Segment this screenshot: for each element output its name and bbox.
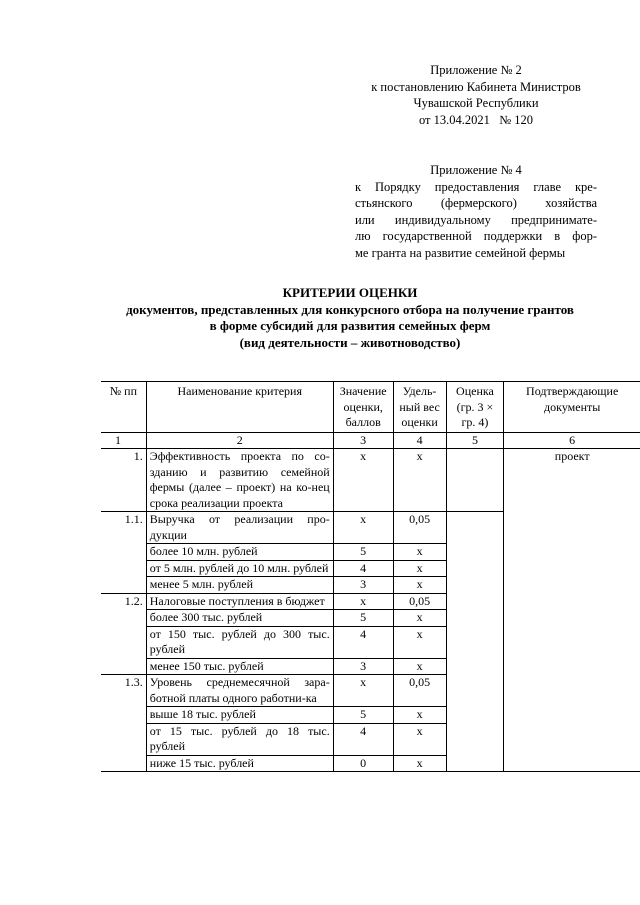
appendix-4-title: Приложение № 4: [430, 163, 522, 177]
table-row: [101, 658, 640, 675]
criterion-score: 4: [333, 723, 393, 755]
criterion-docs: [504, 723, 640, 755]
heading-title: КРИТЕРИИ ОЦЕНКИ: [282, 285, 418, 300]
criterion-weight: х: [393, 560, 446, 577]
appendix-4-line: стьянского (фермерского) хозяйства: [355, 196, 597, 210]
criterion-name: ниже 15 тыс. рублей: [146, 755, 333, 772]
criterion-rating: [446, 449, 504, 512]
criterion-rating: [446, 675, 504, 707]
criteria-table: [101, 381, 640, 772]
criterion-docs: [504, 577, 640, 594]
criterion-rating: [446, 512, 504, 544]
table-row: [101, 577, 640, 594]
header-rating: Оценка (гр. 3 × гр. 4): [446, 382, 504, 433]
criterion-weight: х: [393, 707, 446, 724]
column-number-row: [101, 432, 640, 449]
table-row: [101, 512, 640, 544]
criterion-weight: х: [393, 610, 446, 627]
criterion-weight: 0,05: [393, 675, 446, 707]
row-number: [101, 560, 146, 577]
appendix-2-title: Приложение № 2: [430, 63, 522, 77]
criterion-score: х: [333, 449, 393, 512]
table-row: [101, 626, 640, 658]
row-number: [101, 626, 146, 658]
criterion-score: 5: [333, 610, 393, 627]
criterion-docs: [504, 512, 640, 544]
table-row: [101, 723, 640, 755]
header-docs: Подтверждающие документы: [504, 382, 640, 433]
heading-subtitle: документов, представленных для конкурсного отбора на получение грантов: [126, 301, 574, 317]
row-number: [101, 577, 146, 594]
table-header-row: [101, 382, 640, 433]
criterion-score: 0: [333, 755, 393, 772]
row-number: 1.: [101, 449, 146, 512]
table-body: [101, 449, 640, 772]
criterion-name: выше 18 тыс. рублей: [146, 707, 333, 724]
criterion-docs: [504, 707, 640, 724]
criterion-docs: [504, 626, 640, 658]
heading-subtitle: (вид деятельности – животноводство): [239, 334, 461, 350]
criterion-score: 5: [333, 544, 393, 561]
table-row: [101, 449, 640, 512]
criterion-weight: х: [393, 755, 446, 772]
criterion-weight: 0,05: [393, 593, 446, 610]
criterion-name: Уровень среднемесячной зара-ботной платы одного работни-ка: [146, 675, 333, 707]
criterion-score: х: [333, 675, 393, 707]
appendix-2-block: [355, 62, 597, 128]
criterion-rating: [446, 707, 504, 724]
criterion-name: от 150 тыс. рублей до 300 тыс. рублей: [146, 626, 333, 658]
table-row: [101, 707, 640, 724]
appendix-2-date: от 13.04.2021 № 120: [418, 112, 534, 127]
criterion-docs: [504, 675, 640, 707]
appendix-4-block: [355, 162, 597, 261]
table-row: [101, 675, 640, 707]
col-number: 3: [333, 432, 393, 449]
appendix-2-line: Чувашской Республики: [413, 96, 539, 110]
criterion-score: 3: [333, 658, 393, 675]
criterion-rating: [446, 560, 504, 577]
table-row: [101, 755, 640, 772]
appendix-2-line: к постановлению Кабинета Министров: [371, 79, 581, 94]
criterion-rating: [446, 626, 504, 658]
row-number: 1.3.: [101, 675, 146, 707]
criterion-name: от 15 тыс. рублей до 18 тыс. рублей: [146, 723, 333, 755]
criterion-name: Эффективность проекта по со-зданию и развитию семейной фермы (далее – проект) на ко-нец срока реализации проекта: [146, 449, 333, 512]
row-number: 1.2.: [101, 593, 146, 610]
header-no: № пп: [101, 382, 146, 433]
criterion-rating: [446, 544, 504, 561]
appendix-4-line: лю государственной поддержки в фор-: [355, 229, 597, 243]
heading-subtitle: в форме субсидий для развития семейных ферм: [209, 318, 491, 333]
criterion-rating: [446, 755, 504, 772]
criterion-weight: х: [393, 577, 446, 594]
row-number: [101, 707, 146, 724]
criterion-weight: 0,05: [393, 512, 446, 544]
criterion-docs: [504, 593, 640, 610]
criterion-rating: [446, 723, 504, 755]
criterion-rating: [446, 610, 504, 627]
criterion-name: менее 5 млн. рублей: [146, 577, 333, 594]
row-number: [101, 610, 146, 627]
row-number: [101, 658, 146, 675]
row-number: 1.1.: [101, 512, 146, 544]
criterion-score: х: [333, 512, 393, 544]
table-row: [101, 610, 640, 627]
appendix-4-line: или индивидуальному предпринимате-: [355, 212, 597, 227]
criterion-score: 4: [333, 626, 393, 658]
criterion-score: х: [333, 593, 393, 610]
table-row: [101, 593, 640, 610]
appendix-4-line: к Порядку предоставления главе кре-: [355, 179, 597, 194]
criterion-name: более 10 млн. рублей: [146, 544, 333, 561]
criterion-docs: проект: [554, 449, 590, 463]
criterion-docs: [504, 610, 640, 627]
header-name: Наименование критерия: [146, 382, 333, 433]
row-number: [101, 544, 146, 561]
col-number: 5: [446, 432, 504, 449]
criterion-score: 3: [333, 577, 393, 594]
criterion-docs: [504, 658, 640, 675]
col-number: 4: [393, 432, 446, 449]
criterion-name: от 5 млн. рублей до 10 млн. рублей: [146, 560, 333, 577]
row-number: [101, 723, 146, 755]
criterion-weight: х: [393, 449, 446, 512]
col-number: 6: [504, 432, 640, 449]
criterion-rating: [446, 593, 504, 610]
criterion-docs: [504, 544, 640, 561]
criterion-name: более 300 тыс. рублей: [146, 610, 333, 627]
document-heading: [60, 285, 640, 351]
criterion-name: Выручка от реализации про-дукции: [146, 512, 333, 544]
criterion-rating: [446, 658, 504, 675]
criterion-score: 4: [333, 560, 393, 577]
row-number: [101, 755, 146, 772]
header-score: Значение оценки, баллов: [333, 382, 393, 433]
table-row: [101, 560, 640, 577]
table-row: [101, 544, 640, 561]
criterion-weight: х: [393, 723, 446, 755]
criterion-docs: [504, 755, 640, 772]
header-weight: Удель-ный вес оценки: [393, 382, 446, 433]
col-number: 2: [146, 432, 333, 449]
col-number: 1: [101, 432, 146, 449]
criterion-score: 5: [333, 707, 393, 724]
criterion-rating: [446, 577, 504, 594]
criterion-weight: х: [393, 544, 446, 561]
criterion-name: менее 150 тыс. рублей: [146, 658, 333, 675]
criterion-weight: х: [393, 626, 446, 658]
criterion-name: Налоговые поступления в бюджет: [146, 593, 333, 610]
criterion-weight: х: [393, 658, 446, 675]
criterion-docs: [504, 560, 640, 577]
appendix-4-line: ме гранта на развитие семейной фермы: [355, 245, 566, 260]
